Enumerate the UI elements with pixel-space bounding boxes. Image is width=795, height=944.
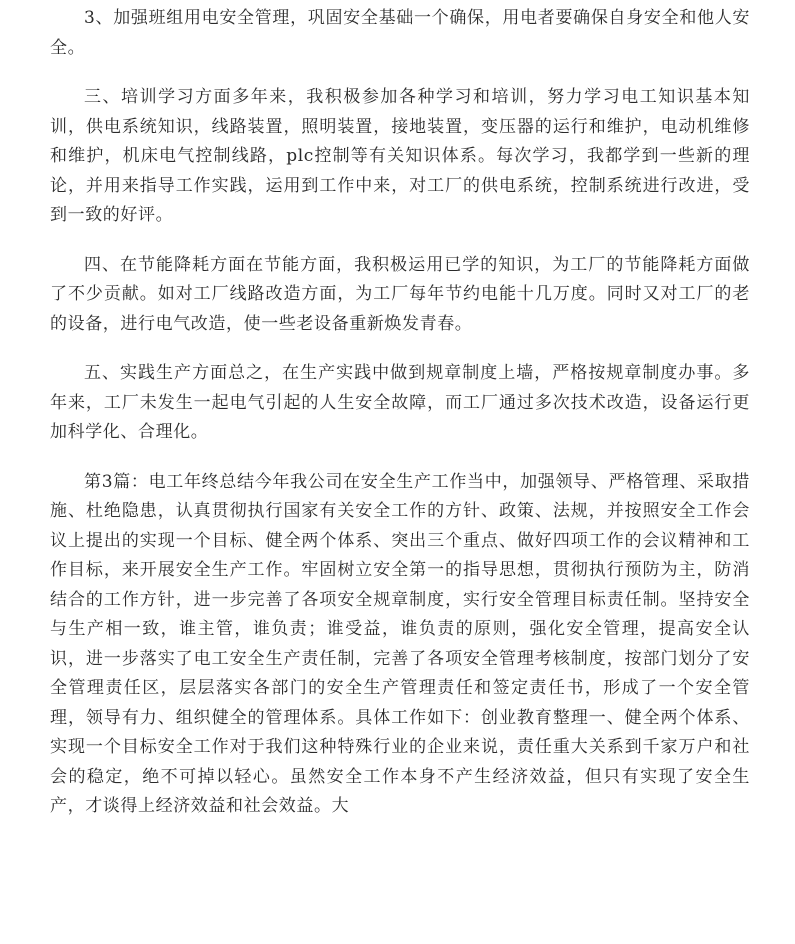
paragraph-article-3-summary: 第3篇：电工年终总结今年我公司在安全生产工作当中，加强领导、严格管理、采取措施、杜绝隐患，认真贯彻执行国家有关安全工作的方针、政策、法规，并按照安全工作会议上提出的实现一个目标、健全两个体系、突出三个重点、做好四项工作的会议精神和工作目标，来开展安全生产工作。牢固树立安全第一的指导思想，贯彻执行预防为主，防消结合的工作方针，进一步完善了各项安全规章制度，实行安全管理目标责任制。坚持安全与生产相一致，谁主管，谁负责；谁受益，谁负责的原则，强化安全管理，提高安全认识，进一步落实了电工安全生产责任制，完善了各项安全管理考核制度，按部门划分了安全管理责任区，层层落实各部门的安全生产管理责任和签定责任书，形成了一个安全管理，领导有力、组织健全的管理体系。具体工作如下：创业教育整理一、健全两个体系、实现一个目标安全工作对于我们这种特殊行业的企业来说，责任重大关系到千家万户和社会的稳定，绝不可掉以轻心。虽然安全工作本身不产生经济效益，但只有实现了安全生产，才谈得上经济效益和社会效益。大 — [50, 471, 750, 816]
paragraph-production-practice: 五、实践生产方面总之，在生产实践中做到规章制度上墙，严格按规章制度办事。多年来，工厂未发生一起电气引起的人生安全故障，而工厂通过多次技术改造，设备运行更加科学化、合理化。 — [50, 363, 750, 442]
paragraph-electrical-safety-management: 3、加强班组用电安全管理，巩固安全基础一个确保，用电者要确保自身安全和他人安全。 — [50, 8, 750, 58]
document-body — [50, 4, 750, 842]
paragraph-energy-saving: 四、在节能降耗方面在节能方面，我积极运用已学的知识，为工厂的节能降耗方面做了不少贡献。如对工厂线路改造方面，为工厂每年节约电能十几万度。同时又对工厂的老的设备，进行电气改造，使一些老设备重新焕发青春。 — [50, 254, 750, 334]
paragraph-training-study: 三、培训学习方面多年来，我积极参加各种学习和培训，努力学习电工知识基本知训，供电系统知识，线路装置，照明装置，接地装置，变压器的运行和维护，电动机维修和维护，机床电气控制线路，plc控制等有关知识体系。每次学习，我都学到一些新的理论，并用来指导工作实践，运用到工作中来，对工厂的供电系统，控制系统进行改进，受到一致的好评。 — [50, 87, 750, 225]
